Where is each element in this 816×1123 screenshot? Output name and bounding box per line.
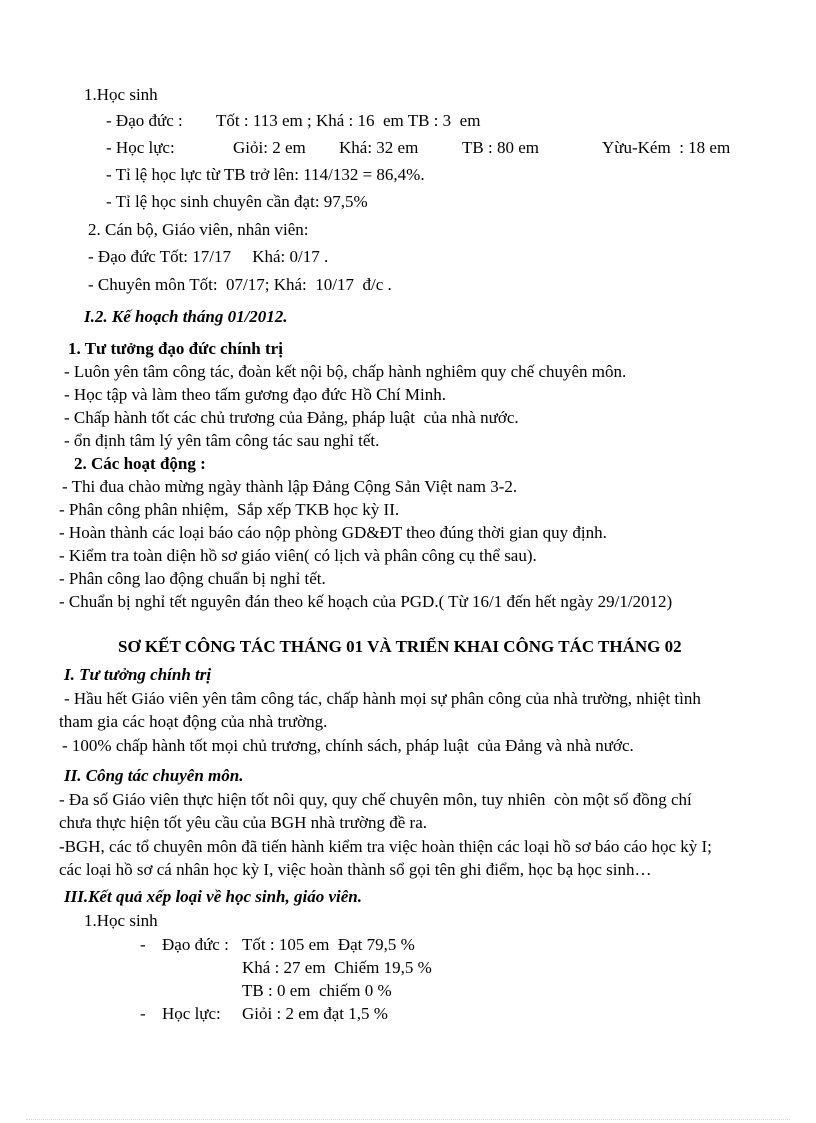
activity-item: - Chuẩn bị nghỉ tết nguyên đán theo kế hoạch của PGD.( Từ 16/1 đến hết ngày 29/1/2012) — [59, 592, 673, 611]
s2-heading: II. Công tác chuyên môn. — [64, 766, 244, 785]
hocluc-gioi: Giỏi: 2 em — [233, 138, 306, 157]
plan-item: - Luôn yên tâm công tác, đoàn kết nội bộ, chấp hành nghiêm quy chế chuyên môn. — [64, 362, 627, 381]
activity-item: - Phân công lao động chuẩn bị nghỉ tết. — [59, 569, 326, 588]
s3-heading: III.Kết quả xếp loại về học sinh, giáo viên. — [64, 887, 362, 906]
s2-paragraph-line: chưa thực hiện tốt yêu cầu của BGH nhà trường đề ra. — [59, 813, 428, 832]
plan-item: - Học tập và làm theo tấm gương đạo đức Hồ Chí Minh. — [64, 385, 446, 404]
hocluc-yeu: Yừu-Kém : 18 em — [602, 138, 731, 157]
canbo-daoduc: - Đạo đức Tốt: 17/17 Khá: 0/17 . — [88, 247, 329, 266]
s1-paragraph-line: - Hầu hết Giáo viên yên tâm công tác, chấp hành mọi sự phân công của nhà trường, nhiệt tình — [64, 689, 701, 708]
plan-item: - ổn định tâm lý yên tâm công tác sau nghỉ tết. — [64, 431, 380, 450]
bullet-dash: - — [140, 935, 146, 954]
s1-heading: I. Tư tưởng chính trị — [64, 665, 212, 684]
bullet-dash: - — [140, 1004, 146, 1023]
plan-heading: I.2. Kế hoạch tháng 01/2012. — [84, 307, 288, 326]
canbo-chuyenmon: - Chuyên môn Tốt: 07/17; Khá: 10/17 đ/c . — [88, 275, 392, 294]
hocluc-kha: Khá: 32 em — [339, 138, 419, 157]
activity-item: - Kiểm tra toàn diện hồ sơ giáo viên( có lịch và phân công cụ thể sau). — [59, 546, 537, 565]
tile-chuyencan: - Tỉ lệ học sinh chuyên cần đạt: 97,5% — [106, 192, 368, 211]
result-daoduc-kha: Khá : 27 em Chiếm 19,5 % — [242, 958, 432, 977]
result-hocluc-gioi: Giỏi : 2 em đạt 1,5 % — [242, 1004, 388, 1023]
s2-paragraph-line: - Đa số Giáo viên thực hiện tốt nôi quy, quy chế chuyên môn, tuy nhiên còn một số đồng chí — [59, 790, 692, 809]
page-bottom-rule — [26, 1119, 790, 1120]
summary-title: SƠ KẾT CÔNG TÁC THÁNG 01 VÀ TRIỂN KHAI CÔNG TÁC THÁNG 02 — [118, 637, 682, 656]
daoduc-label: - Đạo đức : — [106, 111, 183, 130]
daoduc-value: Tốt : 113 em ; Khá : 16 em TB : 3 em — [216, 111, 481, 130]
s2-paragraph-line: -BGH, các tổ chuyên môn đã tiến hành kiểm tra việc hoàn thiện các loại hồ sơ báo cáo học kỳ I; — [59, 837, 712, 856]
s2-paragraph-line: các loại hồ sơ cá nhân học kỳ I, việc hoàn thành sổ gọi tên ghi điểm, học bạ học sinh… — [59, 860, 652, 879]
activity-item: - Hoàn thành các loại báo cáo nộp phòng GD&ĐT theo đúng thời gian quy định. — [59, 523, 607, 542]
result-daoduc-tot: Tốt : 105 em Đạt 79,5 % — [242, 935, 415, 954]
plan-item: - Chấp hành tốt các chủ trương của Đảng, pháp luật của nhà nước. — [64, 408, 519, 427]
plan-sub1: 1. Tư tưởng đạo đức chính trị — [68, 339, 283, 358]
hocluc-tb: TB : 80 em — [462, 138, 539, 157]
plan-sub2: 2. Các hoạt động : — [74, 454, 206, 473]
activity-item: - Phân công phân nhiệm, Sắp xếp TKB học kỳ II. — [59, 500, 400, 519]
activity-item: - Thi đua chào mừng ngày thành lập Đảng Cộng Sản Việt nam 3-2. — [62, 477, 518, 496]
tile-hocluc: - Tỉ lệ học lực từ TB trở lên: 114/132 = 86,4%. — [106, 165, 425, 184]
hs-heading: 1.Học sinh — [84, 85, 158, 104]
result-daoduc-tb: TB : 0 em chiếm 0 % — [242, 981, 392, 1000]
result-hocluc-label: Học lực: — [162, 1004, 221, 1023]
s1-paragraph-line: tham gia các hoạt động của nhà trường. — [59, 712, 328, 731]
hocluc-label: - Học lực: — [106, 138, 175, 157]
s1-paragraph-2: - 100% chấp hành tốt mọi chủ trương, chính sách, pháp luật của Đảng và nhà nước. — [62, 736, 634, 755]
canbo-heading: 2. Cán bộ, Giáo viên, nhân viên: — [88, 220, 309, 239]
result-hs-heading: 1.Học sinh — [84, 911, 158, 930]
result-daoduc-label: Đạo đức : — [162, 935, 229, 954]
